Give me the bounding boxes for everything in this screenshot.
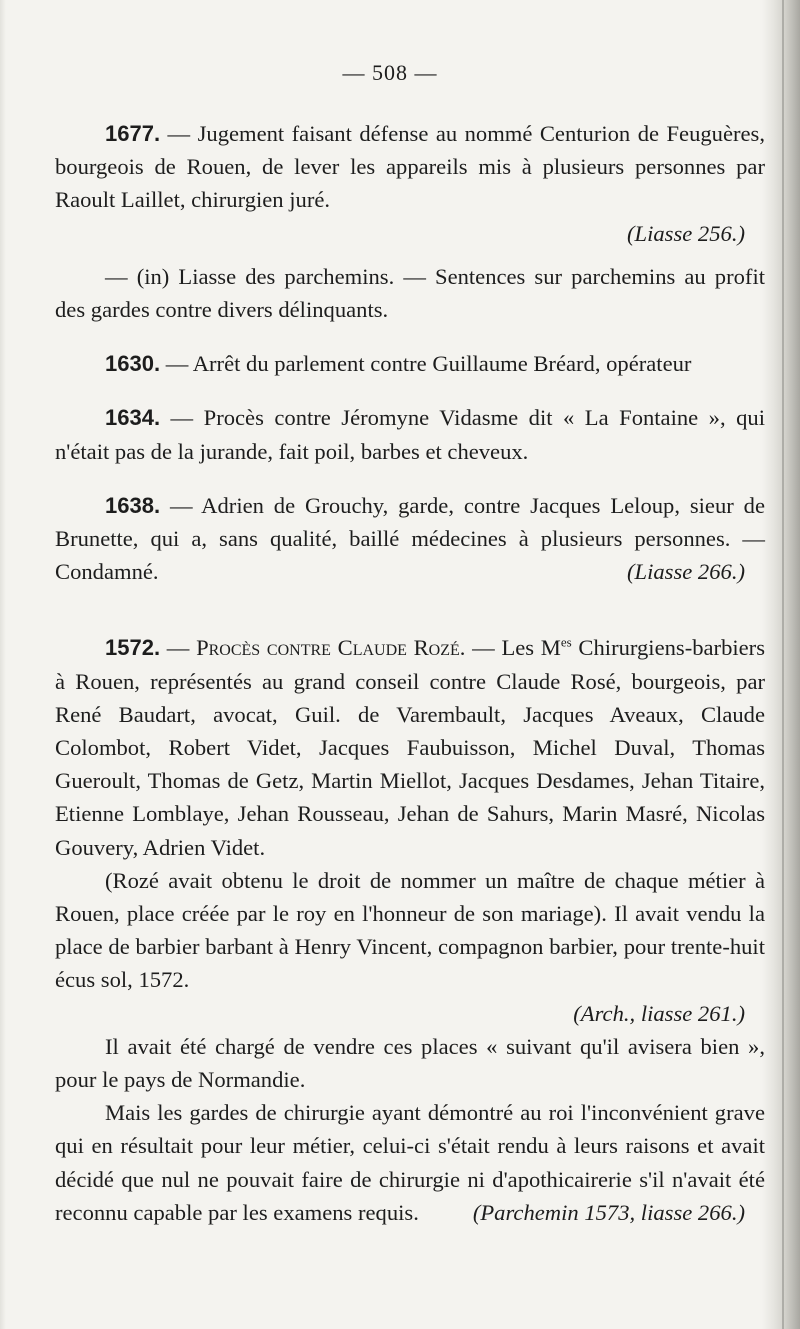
entry-1634 [55,401,765,467]
section-1572-para3 [55,1030,765,1096]
entry-number: 1634. [105,405,161,431]
entry-text: — Adrien de Grouchy, garde, contre Jacques Leloup, sieur de Brunette, qui a, sans qualité, baillé médecines à plusieurs personnes. — Condamné. [55,492,765,585]
entry-reference: (Liasse 266.) [627,559,745,585]
paragraph-reference: (Arch., liasse 261.) [573,1000,745,1026]
entry-1677 [55,117,765,250]
section-gap [55,609,765,631]
entry-1638 [55,489,765,589]
entry-number: 1638. [105,492,161,518]
paragraph-reference: (Parchemin 1573, liasse 266.) [472,1199,745,1225]
paragraph-text: (Rozé avait obtenu le droit de nommer un maître de chaque métier à Rouen, place créée par le roy en l'honneur de son mariage). Il avait vendu la place de barbier barbant à Henry Vincent, compagnon barbier, pour trente-huit écus sol, 1572. [55,867,765,993]
section-text: Chirurgiens-barbiers à Rouen, représentés au grand conseil contre Claude Rosé, bourgeois, par René Baudart, avocat, Guil. de Varembault, Jacques Aveaux, Claude Colombot, Robert Videt, Jacques Faubuisson, Michel Duval, Thomas Gueroult, Thomas de Getz, Martin Miellot, Jacques Desdames, Jehan Titaire, Etienne Lomblaye, Jehan Rousseau, Jehan de Sahurs, Marin Masré, Nicolas Gouvery, Adrien Videt. [55,635,765,860]
section-number: 1572. [105,635,161,661]
entry-1630 [55,347,765,380]
entry-liasse-parchemins [55,260,765,326]
section-title: — Procès contre Claude Rozé. [160,635,466,661]
page-binding-line [782,0,784,1329]
page-number: — 508 — [342,60,438,85]
entry-text: — Procès contre Jéromyne Vidasme dit « La Fontaine », qui n'était pas de la jurande, fait poil, barbes et cheveux. [55,405,765,464]
entry-text: — Jugement faisant défense au nommé Centurion de Feuguères, bourgeois de Rouen, de lever les appareils mis à plusieurs personnes par Raoult Laillet, chirurgien juré. [55,121,765,213]
entry-number: 1630. [105,351,161,377]
page-binding-edge [762,0,800,1329]
page-body [55,117,765,1229]
paragraph-text: Il avait été chargé de vendre ces places « suivant qu'il avisera bien », pour le pays de Normandie. [55,1033,765,1093]
entry-reference: (Liasse 256.) [627,220,745,246]
section-1572-para2 [55,864,765,1030]
section-1572-intro [55,631,765,863]
entry-number: 1677. [105,121,161,146]
entry-text: — Arrêt du parlement contre Guillaume Bréard, opérateur [160,351,692,377]
section-text-lead: — Les M [465,635,561,661]
page-left-shadow [0,0,6,1329]
entry-text: — (in) Liasse des parchemins. — Sentences sur parchemins au profit des gardes contre divers délinquants. [55,263,765,323]
section-1572-para4 [55,1096,765,1229]
paragraph-text: Mais les gardes de chirurgie ayant démontré au roi l'inconvénient grave qui en résultait pour leur métier, celui-ci s'était rendu à leurs raisons et avait décidé que nul ne pouvait faire de chirurgie ni d'apothicairerie s'il n'avait été reconnu capable par les examens requis. [55,1100,765,1225]
section-superscript: es [560,634,572,650]
